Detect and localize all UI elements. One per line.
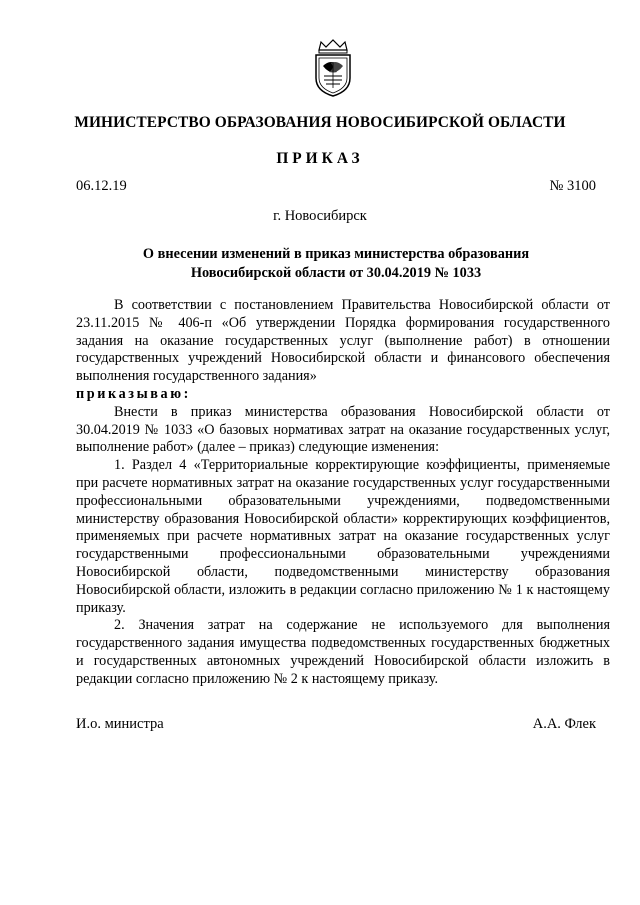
ministry-name: МИНИСТЕРСТВО ОБРАЗОВАНИЯ НОВОСИБИРСКОЙ ОБЛАСТИ — [74, 114, 566, 131]
subject-line-1: О внесении изменений в приказ министерства образования — [142, 246, 530, 262]
novosibirsk-oblast-coat-of-arms-icon — [311, 38, 355, 98]
order-word: приказываю: — [76, 385, 191, 402]
document-city: г. Новосибирск — [273, 208, 367, 224]
preamble-paragraph — [76, 297, 610, 404]
document-subject — [76, 245, 596, 283]
document-type-title: ПРИКАЗ — [276, 150, 364, 167]
document-date: 06.12.19 — [76, 178, 127, 194]
signatory-name: А.А. Флек — [532, 716, 596, 732]
signatory-position: И.о. министра — [76, 716, 164, 732]
subject-line-2: Новосибирской области от 30.04.2019 № 1033 — [190, 265, 482, 281]
item-1-paragraph: 1. Раздел 4 «Территориальные корректирующие коэффициенты, применяемые при расчете нормативных затрат на оказание государственных услуг государственными профессиональными образовательными учреждениями, подведомственными министерству образования Новосибирской области» корректирующих коэффициентов, применяемых при расчете нормативных затрат на оказание государственных услуг государственными профессиональными образовательными учреждениями Новосибирской области, подведомственными министерству образования Новосибирской области, изложить в редакции согласно приложению № 1 к настоящему приказу. — [76, 457, 610, 616]
item-2-paragraph: 2. Значения затрат на содержание не используемого для выполнения государственного задания имущества подведомственных государственных бюджетных и государственных автономных учреждений Новосибирской области изложить в редакции согласно приложению № 2 к настоящему приказу. — [76, 617, 610, 687]
intro-paragraph: Внести в приказ министерства образования Новосибирской области от 30.04.2019 № 1033 «О базовых нормативах затрат на оказание государственных услуг, выполнение работ» (далее – приказ) следующие изменения: — [76, 403, 610, 456]
preamble-text: В соответствии с постановлением Правительства Новосибирской области от 23.11.2015 № 406-п «Об утверждении Порядка формирования государственного задания на оказание государственных услуг (выполнение работ) в отношении государственных учреждений Новосибирской области и финансового обеспечения выполнения государственного задания» — [76, 297, 610, 385]
document-body — [76, 297, 610, 689]
document-number: № 3100 — [549, 178, 596, 194]
